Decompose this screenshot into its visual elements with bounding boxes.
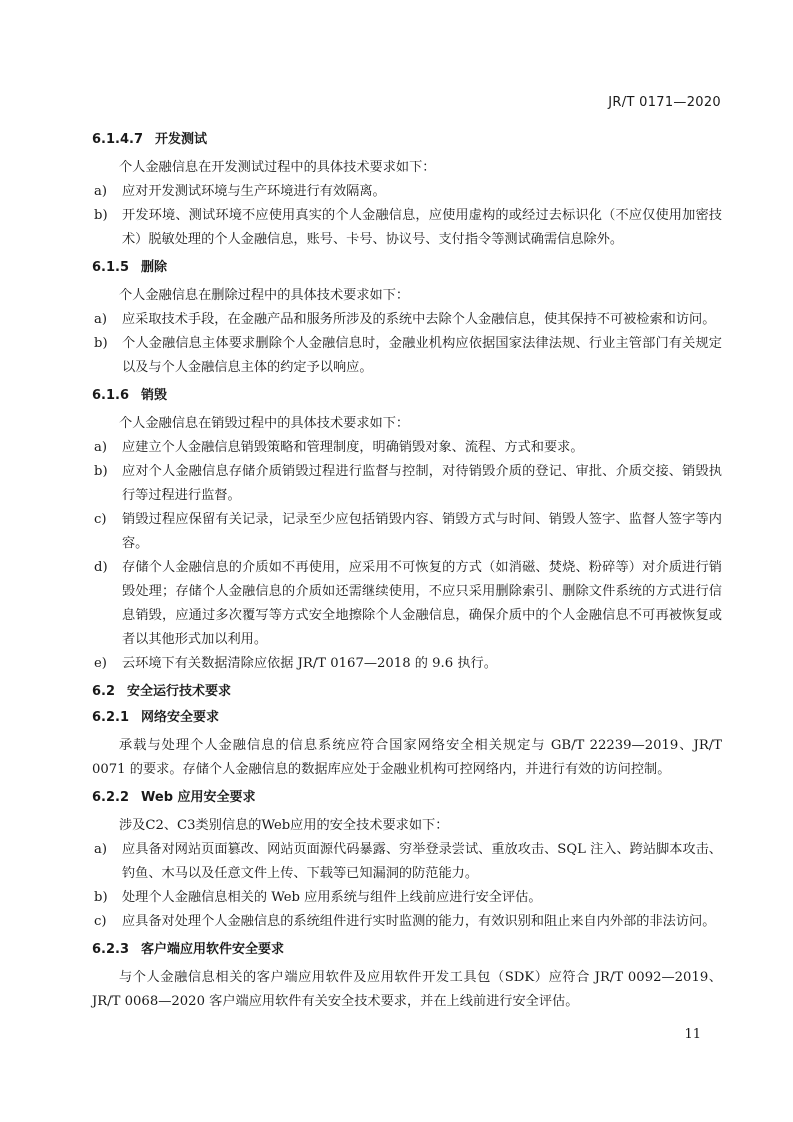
section-heading	[92, 258, 722, 278]
section-intro: 与个人金融信息相关的客户端应用软件及应用软件开发工具包（SDK）应符合 JR/T 0092—2019、JR/T 0068—2020 客户端应用软件有关安全技术要求，并在上线前进行安全评估。	[92, 970, 722, 1009]
requirement-list	[92, 308, 722, 380]
list-item-text: 应对开发测试环境与生产环境进行有效隔离。	[122, 184, 386, 199]
list-marker: a)	[94, 842, 108, 857]
page-number: 11	[684, 1027, 701, 1042]
section-intro: 涉及C2、C3类别信息的Web应用的安全技术要求如下：	[119, 818, 449, 833]
section	[92, 386, 722, 676]
list-item	[92, 652, 722, 676]
list-item	[92, 204, 722, 252]
section-number: 6.2	[92, 684, 116, 699]
list-item-text: 个人金融信息主体要求删除个人金融信息时，金融业机构应依据国家法律法规、行业主管部门有关规定以及与个人金融信息主体的约定予以响应。	[122, 336, 722, 375]
list-item-text: 开发环境、测试环境不应使用真实的个人金融信息，应使用虚构的或经过去标识化（不应仅使用加密技术）脱敏处理的个人金融信息，账号、卡号、协议号、支付指令等测试确需信息除外。	[122, 208, 722, 247]
list-item-text: 云环境下有关数据清除应依据 JR/T 0167—2018 的 9.6 执行。	[122, 656, 497, 671]
list-item-text: 存储个人金融信息的介质如不再使用，应采用不可恢复的方式（如消磁、焚烧、粉碎等）对介质进行销毁处理；存储个人金融信息的介质如还需继续使用，不应只采用删除索引、删除文件系统的方式进行信息销毁，应通过多次覆写等方式安全地擦除个人金融信息，确保介质中的个人金融信息不可再被恢复或者以其他形式加以利用。	[122, 560, 722, 647]
section-number: 6.2.2	[92, 790, 130, 805]
section-heading	[92, 708, 722, 728]
list-item-text: 应具备对处理个人金融信息的系统组件进行实时监测的能力，有效识别和阻止来自内外部的非法访问。	[122, 914, 716, 929]
section-heading	[92, 130, 722, 150]
list-item	[92, 436, 722, 460]
section-title: 网络安全要求	[141, 710, 220, 725]
page-content	[92, 130, 722, 1020]
section-title: 删除	[141, 260, 168, 275]
requirement-list	[92, 838, 722, 934]
list-marker: b)	[94, 464, 108, 479]
section-intro: 个人金融信息在开发测试过程中的具体技术要求如下：	[119, 160, 436, 175]
list-item	[92, 556, 722, 652]
section	[92, 788, 722, 934]
section-title: 安全运行技术要求	[127, 684, 232, 699]
list-item	[92, 460, 722, 508]
list-marker: b)	[94, 208, 108, 223]
section	[92, 258, 722, 380]
list-item-text: 应建立个人金融信息销毁策略和管理制度，明确销毁对象、流程、方式和要求。	[122, 440, 584, 455]
section-number: 6.2.1	[92, 710, 130, 725]
list-marker: a)	[94, 184, 108, 199]
list-item	[92, 886, 722, 910]
section-number: 6.1.5	[92, 260, 130, 275]
section-title: 开发测试	[155, 132, 208, 147]
list-marker: b)	[94, 890, 108, 905]
list-item-text: 处理个人金融信息相关的 Web 应用系统与组件上线前应进行安全评估。	[122, 890, 542, 905]
list-marker: a)	[94, 312, 108, 327]
list-marker: b)	[94, 336, 108, 351]
section-intro: 个人金融信息在销毁过程中的具体技术要求如下：	[119, 416, 410, 431]
section-number: 6.1.6	[92, 388, 130, 403]
list-marker: a)	[94, 440, 108, 455]
section-heading	[92, 386, 722, 406]
section-intro: 承载与处理个人金融信息的信息系统应符合国家网络安全相关规定与 GB/T 22239—2019、JR/T 0071 的要求。存储个人金融信息的数据库应处于金融业机构可控网络内，并进行有效的访问控制。	[92, 738, 722, 777]
list-item	[92, 332, 722, 380]
list-item	[92, 838, 722, 886]
section	[92, 940, 722, 1014]
requirement-list	[92, 180, 722, 252]
section-heading	[92, 682, 722, 702]
section-intro: 个人金融信息在删除过程中的具体技术要求如下：	[119, 288, 410, 303]
list-marker: e)	[94, 656, 107, 671]
list-item	[92, 508, 722, 556]
requirement-list	[92, 436, 722, 676]
document-code: JR/T 0171—2020	[608, 95, 721, 110]
list-item-text: 应采取技术手段，在金融产品和服务所涉及的系统中去除个人金融信息，使其保持不可被检索和访问。	[122, 312, 716, 327]
list-marker: d)	[94, 560, 108, 575]
list-item	[92, 180, 722, 204]
section-title: Web 应用安全要求	[141, 790, 256, 805]
list-item	[92, 308, 722, 332]
list-marker: c)	[94, 914, 107, 929]
list-item-text: 应具备对网站页面篡改、网站页面源代码暴露、穷举登录尝试、重放攻击、SQL 注入、跨站脚本攻击、钓鱼、木马以及任意文件上传、下载等已知漏洞的防范能力。	[122, 842, 722, 881]
section	[92, 682, 722, 702]
section-heading	[92, 788, 722, 808]
list-item-text: 销毁过程应保留有关记录，记录至少应包括销毁内容、销毁方式与时间、销毁人签字、监督人签字等内容。	[122, 512, 722, 551]
section-heading	[92, 940, 722, 960]
list-marker: c)	[94, 512, 107, 527]
list-item-text: 应对个人金融信息存储介质销毁过程进行监督与控制，对待销毁介质的登记、审批、介质交接、销毁执行等过程进行监督。	[122, 464, 722, 503]
section-number: 6.1.4.7	[92, 132, 143, 147]
section	[92, 130, 722, 252]
list-item	[92, 910, 722, 934]
section-title: 客户端应用软件安全要求	[141, 942, 285, 957]
section-title: 销毁	[141, 388, 168, 403]
section-number: 6.2.3	[92, 942, 130, 957]
section	[92, 708, 722, 782]
